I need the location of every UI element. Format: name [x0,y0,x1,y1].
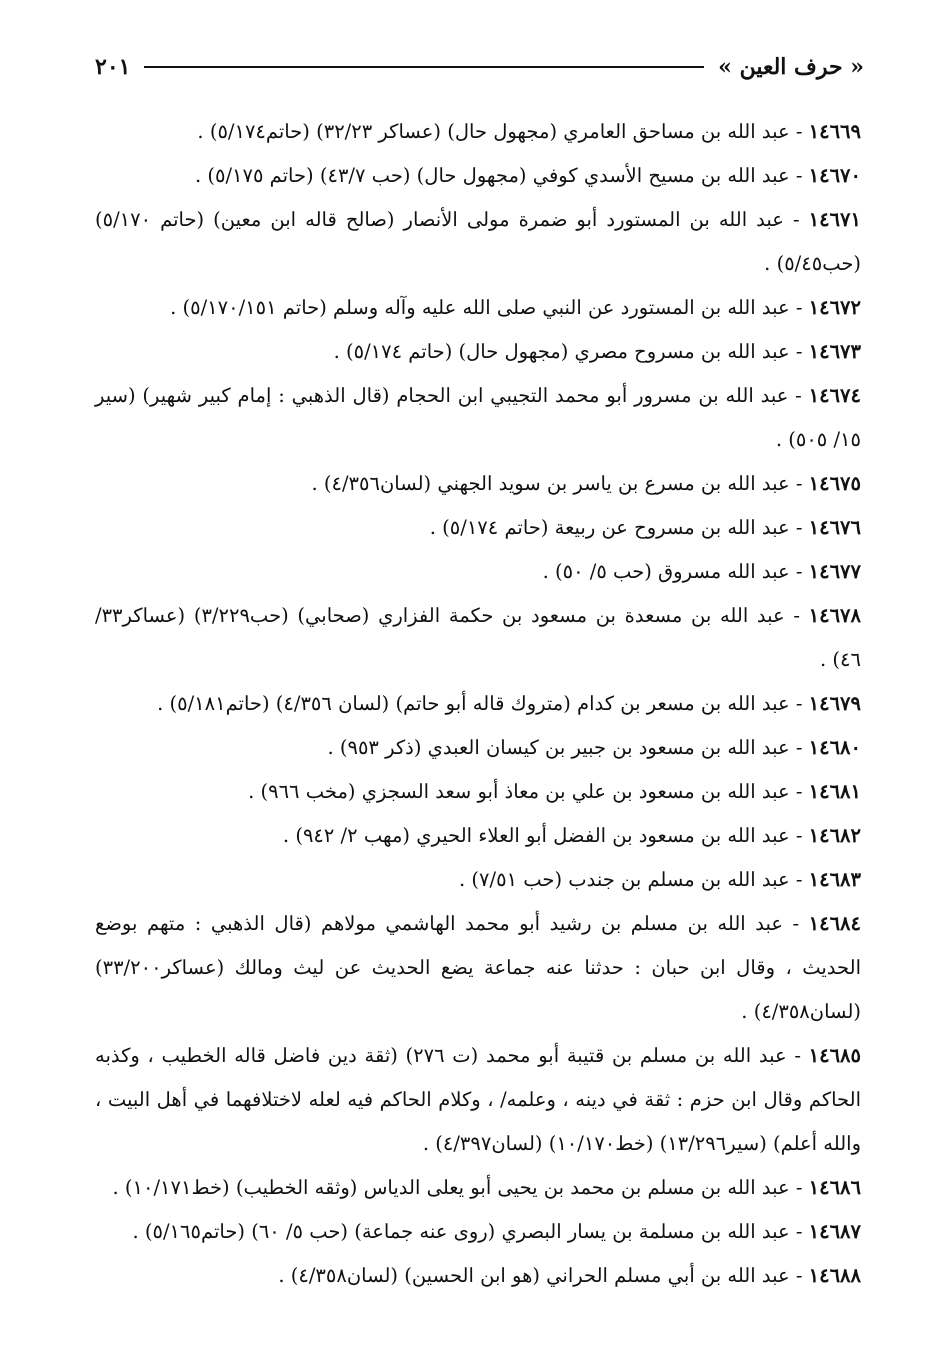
entry-text: عبد الله بن مساحق العامري (مجهول حال) (عساكر ٣٢/٢٣) (حاتم٥/١٧٤) . [197,120,790,143]
entry: ١٤٦٧٥ - عبد الله بن مسرع بن ياسر بن سويد الجهني (لسان٤/٣٥٦) . [311,472,861,495]
entry-text: عبد الله بن مسلمة بن يسار البصري (روى عنه جماعة) (حب ٥/ ٦٠) (حاتم٥/١٦٥) . [132,1220,790,1243]
entry-number: ١٤٦٨٧ [808,1220,861,1243]
entry-text: عبد الله بن مسرور أبو محمد التجيبي ابن الحجام (قال الذهبي : إمام كبير شهير) (سير ١٥/ ٥٠٥) . [95,384,861,451]
entry-number: ١٤٦٦٩ [808,120,861,143]
entry: ١٤٦٨٣ - عبد الله بن مسلم بن جندب (حب ٧/٥١) . [459,868,861,891]
entry-number: ١٤٦٧٥ [808,472,861,495]
entry: ١٤٦٨٥ - عبد الله بن مسلم بن قتيبة أبو محمد (ت ٢٧٦) (ثقة دين فاضل قاله الخطيب ، وكذبه الحاكم وقال ابن حزم : ثقة في دينه ، وعلمه/ ، وكلام الحاكم فيه لعله لاختلافهما في أهل البيت ، والله أعلم) (سير١٣/٢٩٦) (خط١٠/١٧٠) (لسان٤/٣٩٧) . [95,1044,861,1155]
entry: ١٤٦٧٣ - عبد الله بن مسروح مصري (مجهول حال) (حاتم ٥/١٧٤) . [333,340,861,363]
entry-text: عبد الله بن مسلم بن رشيد أبو محمد الهاشمي مولاهم (قال الذهبي : متهم بوضع الحديث ، وقال ابن حبان : حدثنا عنه جماعة يضع الحديث عن ليث ومالك (عساكر٣٣/٢٠٠) (لسان٤/٣٥٨) . [95,912,861,1023]
entry: ١٤٦٧١ - عبد الله بن المستورد أبو ضمرة مولى الأنصار (صالح قاله ابن معين) (حاتم ٥/١٧٠) (حب٥/٤٥) . [95,208,861,275]
entry: ١٤٦٨٨ - عبد الله بن أبي مسلم الحراني (هو ابن الحسين) (لسان٤/٣٥٨) . [278,1264,861,1287]
entry-number: ١٤٦٧٨ [808,604,861,627]
entry-list [95,110,861,1298]
page-header [95,52,864,82]
header-rule [144,66,704,68]
entry-number: ١٤٦٨٦ [808,1176,861,1199]
entry: ١٤٦٨٤ - عبد الله بن مسلم بن رشيد أبو محمد الهاشمي مولاهم (قال الذهبي : متهم بوضع الحديث ، وقال ابن حبان : حدثنا عنه جماعة يضع الحديث عن ليث ومالك (عساكر٣٣/٢٠٠) (لسان٤/٣٥٨) . [95,912,861,1023]
entry-text: عبد الله بن المستورد عن النبي صلى الله عليه وآله وسلم (حاتم ٥/١٧٠/١٥١) . [170,296,790,319]
entry-number: ١٤٦٧١ [808,208,861,231]
entry: ١٤٦٧٢ - عبد الله بن المستورد عن النبي صلى الله عليه وآله وسلم (حاتم ٥/١٧٠/١٥١) . [170,296,861,319]
entry: ١٤٦٧٧ - عبد الله مسروق (حب ٥/ ٥٠) . [542,560,861,583]
section-title: « حرف العين » [718,54,864,80]
entry-text: عبد الله بن مسرع بن ياسر بن سويد الجهني (لسان٤/٣٥٦) . [311,472,790,495]
entry-text: عبد الله بن مسروح مصري (مجهول حال) (حاتم ٥/١٧٤) . [333,340,790,363]
entry: ١٤٦٦٩ - عبد الله بن مساحق العامري (مجهول حال) (عساكر ٣٢/٢٣) (حاتم٥/١٧٤) . [197,120,861,143]
entry: ١٤٦٧٨ - عبد الله بن مسعدة بن مسعود بن حكمة الفزاري (صحابي) (حب٣/٢٢٩) (عساكر٣٣/ ٤٦) . [95,604,861,671]
entry: ١٤٦٧٠ - عبد الله بن مسيح الأسدي كوفي (مجهول حال) (حب ٤٣/٧) (حاتم ٥/١٧٥) . [194,164,861,187]
entry-text: عبد الله بن مسعود بن جبير بن كيسان العبدي (ذكر ٩٥٣) . [327,736,790,759]
entry-text: عبد الله بن مسعود بن الفضل أبو العلاء الحيري (مهب ٢/ ٩٤٢) . [282,824,790,847]
entry: ١٤٦٨١ - عبد الله بن مسعود بن علي بن معاذ أبو سعد السجزي (مخب ٩٦٦) . [248,780,861,803]
entry-number: ١٤٦٧٩ [808,692,861,715]
entry-number: ١٤٦٧٦ [808,516,861,539]
entry-text: عبد الله بن مسلم بن قتيبة أبو محمد (ت ٢٧٦) (ثقة دين فاضل قاله الخطيب ، وكذبه الحاكم وقال ابن حزم : ثقة في دينه ، وعلمه/ ، وكلام الحاكم فيه لعله لاختلافهما في أهل البيت ، والله أعلم) (سير١٣/٢٩٦) (خط١٠/١٧٠) (لسان٤/٣٩٧) . [95,1044,861,1155]
entry: ١٤٦٧٩ - عبد الله بن مسعر بن كدام (متروك قاله أبو حاتم) (لسان ٤/٣٥٦) (حاتم٥/١٨١) . [157,692,861,715]
entry-text: عبد الله بن مسلم بن جندب (حب ٧/٥١) . [459,868,790,891]
entry: ١٤٦٨٠ - عبد الله بن مسعود بن جبير بن كيسان العبدي (ذكر ٩٥٣) . [327,736,861,759]
entry-number: ١٤٦٧٣ [808,340,861,363]
entry-number: ١٤٦٨٨ [808,1264,861,1287]
entry-text: عبد الله بن مسعود بن علي بن معاذ أبو سعد السجزي (مخب ٩٦٦) . [248,780,790,803]
entry-number: ١٤٦٧٠ [808,164,861,187]
entry: ١٤٦٨٦ - عبد الله بن مسلم بن محمد بن يحيى أبو يعلى الدياس (وثقه الخطيب) (خط١٠/١٧١) . [112,1176,861,1199]
entry-text: عبد الله بن أبي مسلم الحراني (هو ابن الحسين) (لسان٤/٣٥٨) . [278,1264,790,1287]
entry-text: عبد الله بن مسعر بن كدام (متروك قاله أبو حاتم) (لسان ٤/٣٥٦) (حاتم٥/١٨١) . [157,692,790,715]
entry-text: عبد الله بن مسلم بن محمد بن يحيى أبو يعلى الدياس (وثقه الخطيب) (خط١٠/١٧١) . [112,1176,790,1199]
entry: ١٤٦٨٧ - عبد الله بن مسلمة بن يسار البصري (روى عنه جماعة) (حب ٥/ ٦٠) (حاتم٥/١٦٥) . [132,1220,861,1243]
entry-number: ١٤٦٨٣ [808,868,861,891]
entry-number: ١٤٦٨٠ [808,736,861,759]
entry-number: ١٤٦٨٤ [808,912,861,935]
entry-number: ١٤٦٨١ [808,780,861,803]
entry-text: عبد الله بن مسروح عن ربيعة (حاتم ٥/١٧٤) . [429,516,790,539]
entry-text: عبد الله بن مسعدة بن مسعود بن حكمة الفزاري (صحابي) (حب٣/٢٢٩) (عساكر٣٣/ ٤٦) . [95,604,861,671]
entry: ١٤٦٨٢ - عبد الله بن مسعود بن الفضل أبو العلاء الحيري (مهب ٢/ ٩٤٢) . [282,824,861,847]
entry-text: عبد الله بن المستورد أبو ضمرة مولى الأنصار (صالح قاله ابن معين) (حاتم ٥/١٧٠) (حب٥/٤٥) . [95,208,861,275]
page-number: ٢٠١ [95,54,131,80]
entry-text: عبد الله مسروق (حب ٥/ ٥٠) . [542,560,790,583]
entry: ١٤٦٧٦ - عبد الله بن مسروح عن ربيعة (حاتم ٥/١٧٤) . [429,516,861,539]
entry-number: ١٤٦٧٧ [808,560,861,583]
entry: ١٤٦٧٤ - عبد الله بن مسرور أبو محمد التجيبي ابن الحجام (قال الذهبي : إمام كبير شهير) (سير ١٥/ ٥٠٥) . [95,384,861,451]
entry-number: ١٤٦٨٥ [808,1044,861,1067]
entry-number: ١٤٦٨٢ [808,824,861,847]
entry-number: ١٤٦٧٤ [808,384,861,407]
entry-number: ١٤٦٧٢ [808,296,861,319]
entry-text: عبد الله بن مسيح الأسدي كوفي (مجهول حال) (حب ٤٣/٧) (حاتم ٥/١٧٥) . [194,164,790,187]
